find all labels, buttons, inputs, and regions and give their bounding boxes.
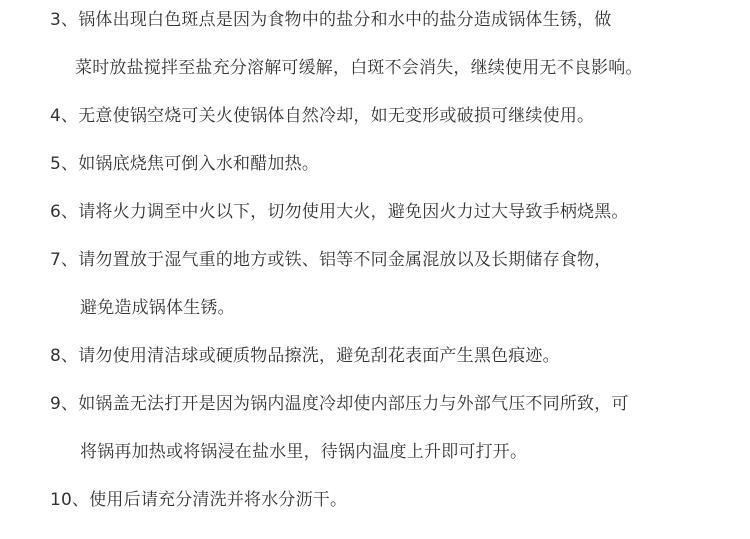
instruction-item-9-line-1: 9、如锅盖无法打开是因为锅内温度冷却使内部压力与外部气压不同所致，可: [50, 394, 629, 414]
instruction-item-8: 8、请勿使用清洁球或硬质物品擦洗，避免刮花表面产生黑色痕迹。: [50, 346, 560, 366]
instruction-item-9-line-2: 将锅再加热或将锅浸在盐水里，待锅内温度上升即可打开。: [80, 442, 528, 462]
instruction-item-10: 10、使用后请充分清洗并将水分沥干。: [50, 490, 348, 510]
instruction-item-5: 5、如锅底烧焦可倒入水和醋加热。: [50, 154, 320, 174]
instruction-item-6: 6、请将火力调至中火以下，切勿使用大火，避免因火力过大导致手柄烧黑。: [50, 202, 629, 222]
instruction-item-4: 4、无意使锅空烧可关火使锅体自然冷却，如无变形或破损可继续使用。: [50, 106, 595, 126]
instruction-item-3-line-2: 菜时放盐搅拌至盐充分溶解可缓解，白斑不会消失，继续使用无不良影响。: [75, 58, 643, 78]
instruction-item-3-line-1: 3、锅体出现白色斑点是因为食物中的盐分和水中的盐分造成锅体生锈，做: [50, 10, 612, 30]
instruction-item-7-line-2: 避免造成锅体生锈。: [80, 298, 235, 318]
instruction-item-7-line-1: 7、请勿置放于湿气重的地方或铁、铝等不同金属混放以及长期储存食物，: [50, 250, 612, 270]
